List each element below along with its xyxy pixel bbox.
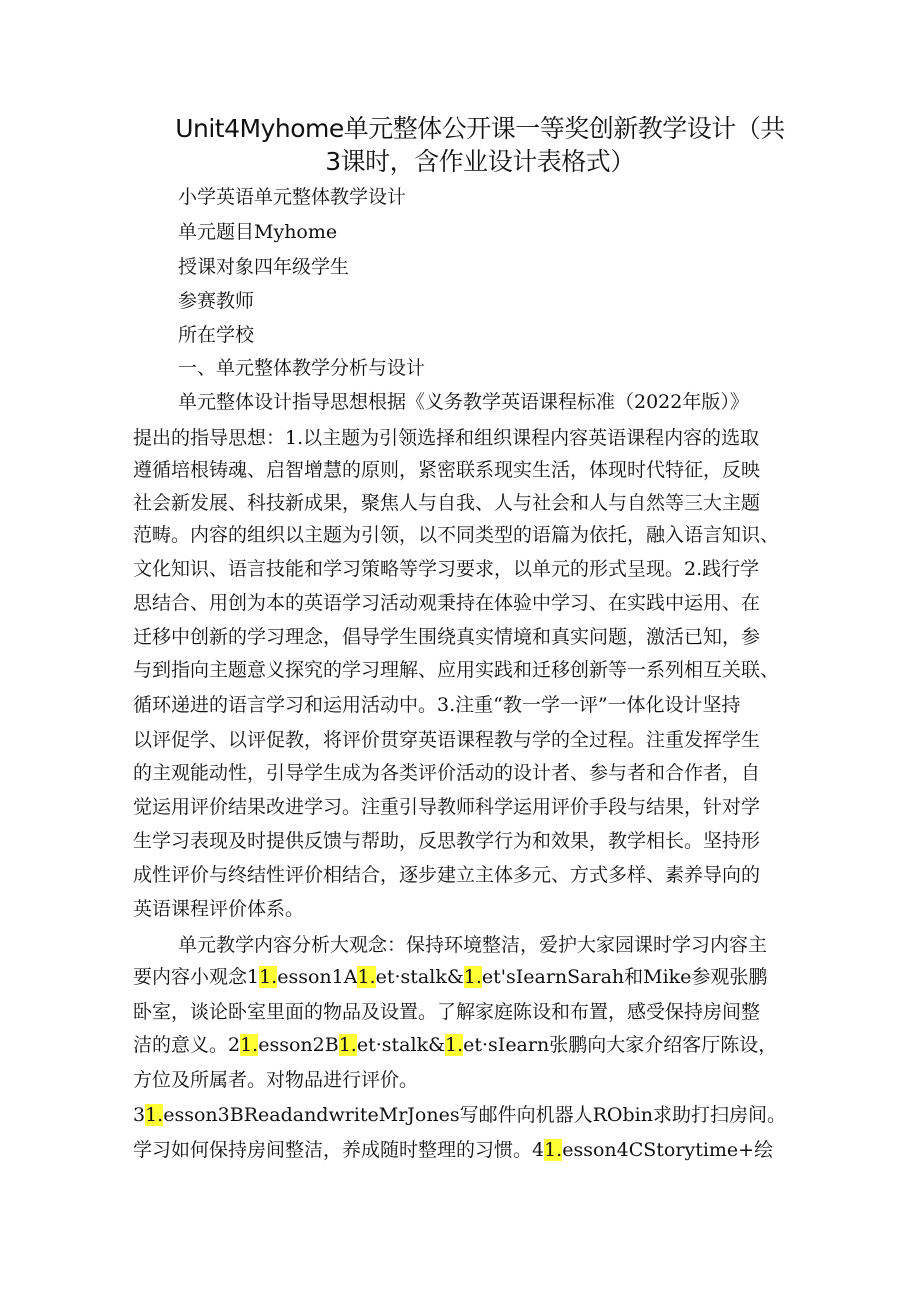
paragraph-line: 卧室，谈论卧室里面的物品及设置。了解家庭陈设和布置，感受保持房间整 [133,1001,761,1023]
paragraph-line: 范畴。内容的组织以主题为引领，以不同类型的语篇为依托，融入语言知识、 [133,524,780,546]
paragraph-line: 生学习表现及时提供反馈与帮助，反思教学行为和效果，教学相长。坚持形 [133,830,761,852]
text-run: esson4CStorytime+绘 [562,1139,774,1161]
unit-topic: 单元题目Myhome [178,221,338,243]
text-run: et·stalk& [375,966,464,988]
text-run: 要内容小观念1 [133,966,260,988]
highlighted-text: 1. [240,1034,259,1056]
paragraph-line: 思结合、用创为本的英语学习活动观秉持在体验中学习、在实践中运用、在 [133,592,761,614]
highlighted-text: 1. [338,1034,357,1056]
paragraph-line: 以评促学、以评促教，将评价贯穿英语课程教与学的全过程。注重发挥学生 [133,729,761,751]
paragraph-line: 迁移中创新的学习理念，倡导学生围绕真实情境和真实问题，激活已知，参 [133,626,761,648]
text-run: et·stalk& [356,1034,445,1056]
text-run: et'sIearnSarah和Mike参观张鹏 [481,966,768,988]
text-run: 洁的意义。2 [133,1034,241,1056]
paragraph-line: 方位及所属者。对物品进行评价。 [133,1069,419,1091]
title-line-1: Unit4Myhome单元整体公开课一等奖创新教学设计（共 [175,114,785,143]
paragraph-line: 成性评价与终结性评价相结合，逐步建立主体多元、方式多样、素养导向的 [133,864,761,886]
paragraph-line: 的主观能动性，引导学生成为各类评价活动的设计者、参与者和合作者，自 [133,762,761,784]
highlighted-text: 1. [259,966,278,988]
paragraph-line: 循环递进的语言学习和运用活动中。3.注重“教一学一评”一体化设计坚持 [133,694,741,716]
paragraph-line [133,963,767,991]
paragraph-line [133,1101,786,1129]
paragraph-line: 提出的指导思想：1.以主题为引领选择和组织课程内容英语课程内容的选取 [133,427,760,449]
paragraph-line: 英语课程评价体系。 [133,898,305,920]
highlighted-text: 1. [145,1104,164,1126]
text-run: et·sIearn张鹏向大家介绍客厅陈设， [463,1034,778,1056]
document-title [150,112,810,178]
highlighted-text: 1. [357,966,376,988]
paragraph-line: 单元整体设计指导思想根据《义务教学英语课程标准（2022年版）》 [178,391,749,413]
paragraph-line: 社会新发展、科技新成果，聚焦人与自我、人与社会和人与自然等三大主题 [133,492,761,514]
highlighted-text: 1. [445,1034,464,1056]
text-run: esson2B [258,1034,339,1056]
audience: 授课对象四年级学生 [178,256,350,278]
doc-type: 小学英语单元整体教学设计 [178,186,407,208]
text-run: esson1A [277,966,358,988]
section-heading: 一、单元整体教学分析与设计 [178,357,426,379]
paragraph-line: 与到指向主题意义探究的学习理解、应用实践和迁移创新等一系列相互关联、 [133,659,780,681]
paragraph-line: 觉运用评价结果改进学习。注重引导教师科学运用评价手段与结果，针对学 [133,796,761,818]
title-line-2: 3课时，含作业设计表格式） [325,147,635,176]
school: 所在学校 [178,324,255,346]
paragraph-line: 文化知识、语言技能和学习策略等学习要求，以单元的形式呈现。2.践行学 [133,558,760,580]
paragraph-line [133,1031,777,1059]
paragraph-line [133,1136,773,1164]
paragraph-line: 遵循培根铸魂、启智增慧的原则，紧密联系现实生活，体现时代特征，反映 [133,459,761,481]
highlighted-text: 1. [463,966,482,988]
text-run: 3 [133,1104,146,1126]
text-run: esson3BReadandwriteMrJones写邮件向机器人RObin求助打扫房间。 [163,1104,786,1126]
teacher: 参赛教师 [178,290,255,312]
paragraph-line: 单元教学内容分析大观念：保持环境整洁，爱护大家园课时学习内容主 [178,934,768,956]
text-run: 学习如何保持房间整洁，养成随时整理的习惯。4 [133,1139,545,1161]
highlighted-text: 1. [544,1139,563,1161]
